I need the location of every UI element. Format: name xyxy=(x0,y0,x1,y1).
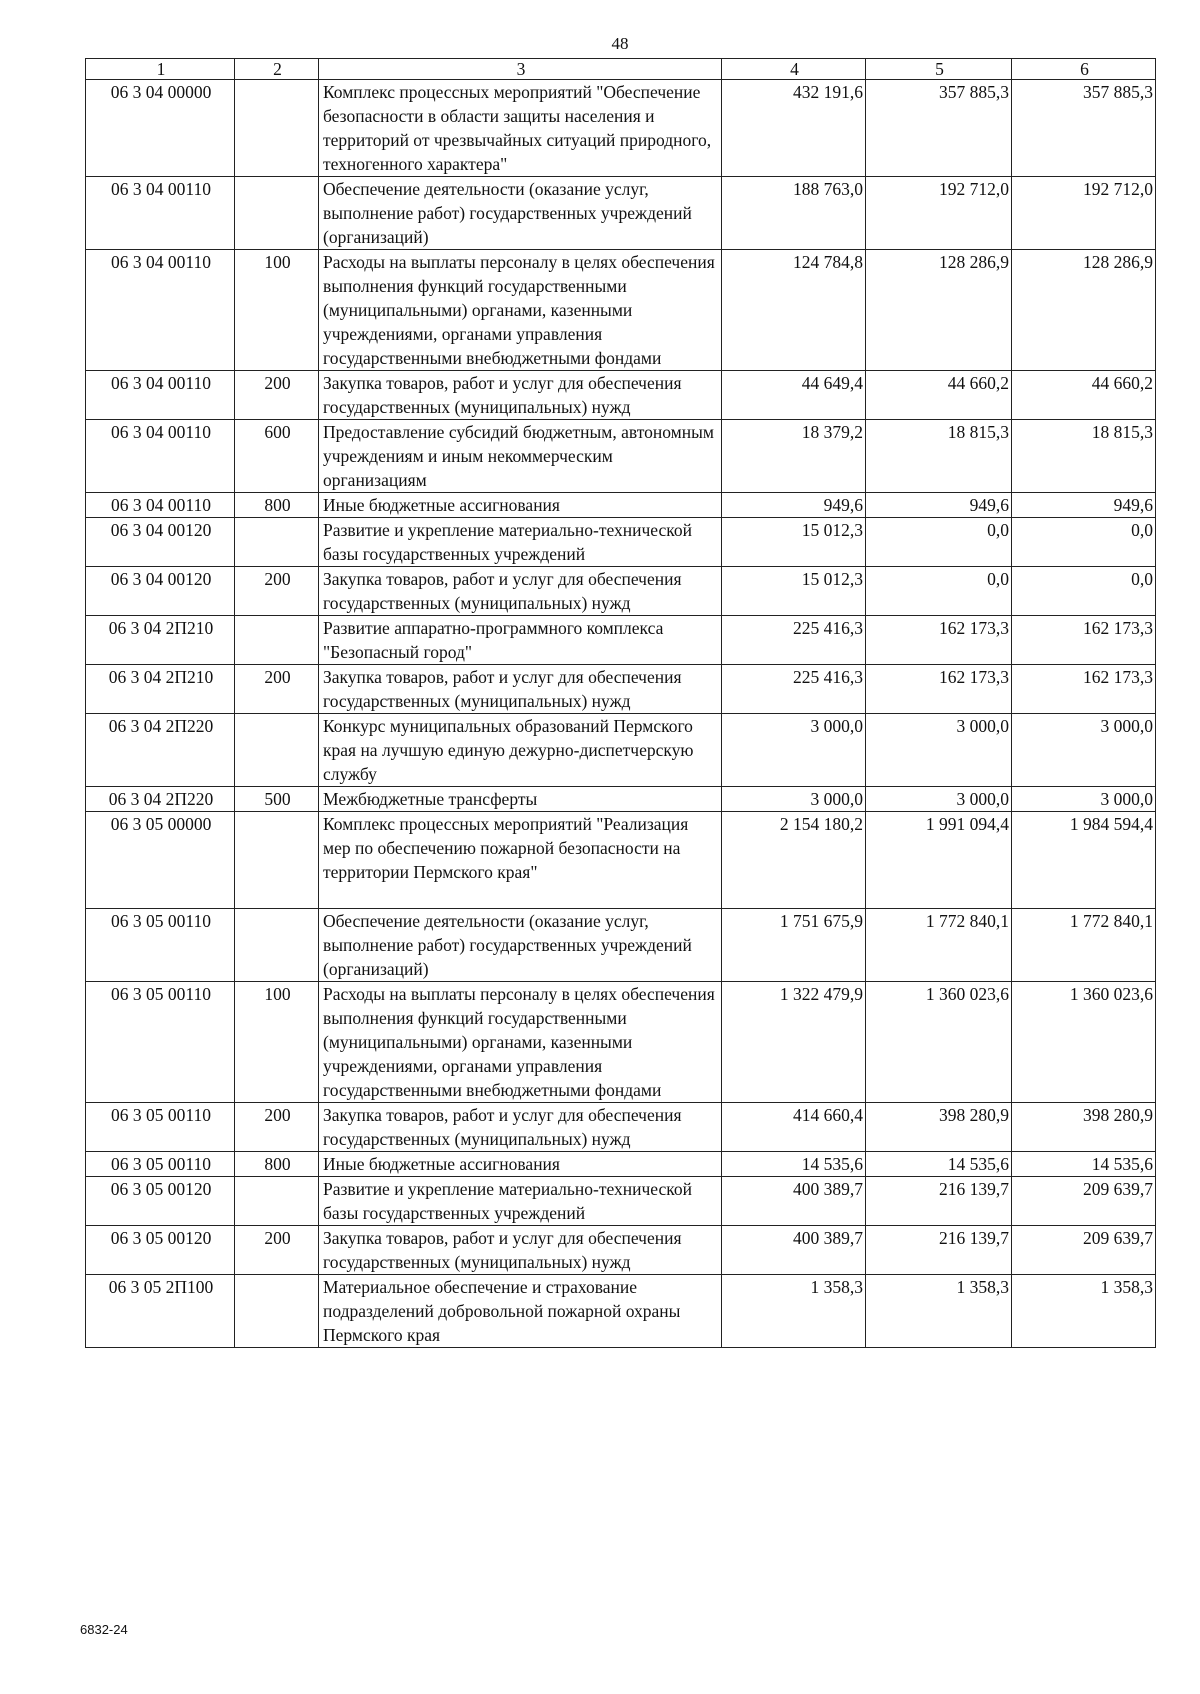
amount-col4-cell: 15 012,3 xyxy=(722,518,866,567)
budget-table xyxy=(85,58,1156,1348)
amount-col4-cell: 414 660,4 xyxy=(722,1103,866,1152)
expense-type-cell: 200 xyxy=(235,1226,319,1275)
amount-col6-cell: 162 173,3 xyxy=(1012,616,1156,665)
table-row xyxy=(86,493,1156,518)
amount-col5-cell: 357 885,3 xyxy=(866,80,1012,177)
target-code-cell: 06 3 05 00110 xyxy=(86,982,235,1103)
item-name-cell: Расходы на выплаты персоналу в целях обеспечения выполнения функций государственными (муниципальными) органами, казенными учреждениями, органами управления государственными внебюджетными фондами xyxy=(319,982,722,1103)
amount-col5-cell: 3 000,0 xyxy=(866,714,1012,787)
item-name-cell: Закупка товаров, работ и услуг для обеспечения государственных (муниципальных) нужд xyxy=(319,665,722,714)
amount-col5-cell: 162 173,3 xyxy=(866,665,1012,714)
item-name-cell: Расходы на выплаты персоналу в целях обеспечения выполнения функций государственными (муниципальными) органами, казенными учреждениями, органами управления государственными внебюджетными фондами xyxy=(319,250,722,371)
amount-col6-cell: 3 000,0 xyxy=(1012,787,1156,812)
table-row xyxy=(86,1177,1156,1226)
expense-type-cell: 200 xyxy=(235,371,319,420)
item-name-cell: Предоставление субсидий бюджетным, автономным учреждениям и иным некоммерческим организациям xyxy=(319,420,722,493)
table-row xyxy=(86,420,1156,493)
amount-col4-cell: 3 000,0 xyxy=(722,714,866,787)
table-row xyxy=(86,665,1156,714)
amount-col6-cell: 18 815,3 xyxy=(1012,420,1156,493)
column-header: 6 xyxy=(1012,59,1156,80)
expense-type-cell: 200 xyxy=(235,1103,319,1152)
amount-col6-cell: 1 358,3 xyxy=(1012,1275,1156,1348)
expense-type-cell: 100 xyxy=(235,250,319,371)
target-code-cell: 06 3 05 00120 xyxy=(86,1226,235,1275)
item-name-cell: Обеспечение деятельности (оказание услуг, выполнение работ) государственных учреждений (организаций) xyxy=(319,909,722,982)
target-code-cell: 06 3 04 00000 xyxy=(86,80,235,177)
expense-type-cell: 600 xyxy=(235,420,319,493)
table-row xyxy=(86,1275,1156,1348)
amount-col5-cell: 192 712,0 xyxy=(866,177,1012,250)
column-header: 1 xyxy=(86,59,235,80)
amount-col4-cell: 432 191,6 xyxy=(722,80,866,177)
target-code-cell: 06 3 04 00120 xyxy=(86,567,235,616)
amount-col6-cell: 0,0 xyxy=(1012,567,1156,616)
amount-col4-cell: 14 535,6 xyxy=(722,1152,866,1177)
expense-type-cell: 500 xyxy=(235,787,319,812)
amount-col4-cell: 124 784,8 xyxy=(722,250,866,371)
target-code-cell: 06 3 04 00110 xyxy=(86,177,235,250)
expense-type-cell xyxy=(235,714,319,787)
expense-type-cell xyxy=(235,518,319,567)
expense-type-cell xyxy=(235,80,319,177)
amount-col5-cell: 1 360 023,6 xyxy=(866,982,1012,1103)
item-name-cell: Развитие и укрепление материально-технической базы государственных учреждений xyxy=(319,518,722,567)
amount-col5-cell: 1 772 840,1 xyxy=(866,909,1012,982)
amount-col4-cell: 1 322 479,9 xyxy=(722,982,866,1103)
item-name-cell: Межбюджетные трансферты xyxy=(319,787,722,812)
target-code-cell: 06 3 04 2П220 xyxy=(86,714,235,787)
amount-col6-cell: 162 173,3 xyxy=(1012,665,1156,714)
item-name-cell: Комплекс процессных мероприятий "Реализация мер по обеспечению пожарной безопасности на территории Пермского края" xyxy=(319,812,722,909)
item-name-cell: Закупка товаров, работ и услуг для обеспечения государственных (муниципальных) нужд xyxy=(319,1103,722,1152)
item-name-cell: Закупка товаров, работ и услуг для обеспечения государственных (муниципальных) нужд xyxy=(319,371,722,420)
table-body xyxy=(86,80,1156,1348)
amount-col5-cell: 1 358,3 xyxy=(866,1275,1012,1348)
target-code-cell: 06 3 04 00120 xyxy=(86,518,235,567)
expense-type-cell xyxy=(235,1275,319,1348)
amount-col4-cell: 2 154 180,2 xyxy=(722,812,866,909)
table-row xyxy=(86,616,1156,665)
amount-col4-cell: 225 416,3 xyxy=(722,616,866,665)
amount-col6-cell: 14 535,6 xyxy=(1012,1152,1156,1177)
amount-col4-cell: 18 379,2 xyxy=(722,420,866,493)
target-code-cell: 06 3 04 2П220 xyxy=(86,787,235,812)
item-name-cell: Обеспечение деятельности (оказание услуг, выполнение работ) государственных учреждений (организаций) xyxy=(319,177,722,250)
item-name-cell: Закупка товаров, работ и услуг для обеспечения государственных (муниципальных) нужд xyxy=(319,1226,722,1275)
amount-col5-cell: 14 535,6 xyxy=(866,1152,1012,1177)
document-code: 6832-24 xyxy=(80,1622,128,1637)
target-code-cell: 06 3 05 00110 xyxy=(86,1103,235,1152)
amount-col4-cell: 400 389,7 xyxy=(722,1226,866,1275)
item-name-cell: Конкурс муниципальных образований Пермского края на лучшую единую дежурно-диспетчерскую службу xyxy=(319,714,722,787)
amount-col4-cell: 3 000,0 xyxy=(722,787,866,812)
amount-col6-cell: 192 712,0 xyxy=(1012,177,1156,250)
column-header: 4 xyxy=(722,59,866,80)
amount-col4-cell: 15 012,3 xyxy=(722,567,866,616)
column-header: 3 xyxy=(319,59,722,80)
item-name-cell: Материальное обеспечение и страхование подразделений добровольной пожарной охраны Пермского края xyxy=(319,1275,722,1348)
amount-col5-cell: 3 000,0 xyxy=(866,787,1012,812)
amount-col6-cell: 44 660,2 xyxy=(1012,371,1156,420)
table-row xyxy=(86,909,1156,982)
table-row xyxy=(86,812,1156,909)
expense-type-cell xyxy=(235,909,319,982)
target-code-cell: 06 3 04 00110 xyxy=(86,371,235,420)
table-row xyxy=(86,982,1156,1103)
table-row xyxy=(86,787,1156,812)
amount-col5-cell: 216 139,7 xyxy=(866,1177,1012,1226)
target-code-cell: 06 3 04 2П210 xyxy=(86,665,235,714)
amount-col4-cell: 1 751 675,9 xyxy=(722,909,866,982)
table-row xyxy=(86,177,1156,250)
column-header: 2 xyxy=(235,59,319,80)
amount-col6-cell: 3 000,0 xyxy=(1012,714,1156,787)
amount-col6-cell: 1 360 023,6 xyxy=(1012,982,1156,1103)
item-name-cell: Иные бюджетные ассигнования xyxy=(319,1152,722,1177)
expense-type-cell: 200 xyxy=(235,665,319,714)
target-code-cell: 06 3 05 00000 xyxy=(86,812,235,909)
expense-type-cell: 800 xyxy=(235,493,319,518)
table-row xyxy=(86,518,1156,567)
table-row xyxy=(86,80,1156,177)
expense-type-cell: 100 xyxy=(235,982,319,1103)
expense-type-cell xyxy=(235,616,319,665)
table-row xyxy=(86,567,1156,616)
item-name-cell: Развитие аппаратно-программного комплекса "Безопасный город" xyxy=(319,616,722,665)
target-code-cell: 06 3 05 00110 xyxy=(86,1152,235,1177)
expense-type-cell xyxy=(235,1177,319,1226)
table-row xyxy=(86,250,1156,371)
amount-col6-cell: 1 772 840,1 xyxy=(1012,909,1156,982)
amount-col6-cell: 209 639,7 xyxy=(1012,1177,1156,1226)
expense-type-cell xyxy=(235,812,319,909)
table-row xyxy=(86,714,1156,787)
target-code-cell: 06 3 05 2П100 xyxy=(86,1275,235,1348)
item-name-cell: Развитие и укрепление материально-технической базы государственных учреждений xyxy=(319,1177,722,1226)
amount-col6-cell: 949,6 xyxy=(1012,493,1156,518)
target-code-cell: 06 3 04 2П210 xyxy=(86,616,235,665)
table-header-row xyxy=(86,59,1156,80)
target-code-cell: 06 3 04 00110 xyxy=(86,420,235,493)
item-name-cell: Иные бюджетные ассигнования xyxy=(319,493,722,518)
amount-col5-cell: 0,0 xyxy=(866,518,1012,567)
amount-col4-cell: 44 649,4 xyxy=(722,371,866,420)
table-row xyxy=(86,1152,1156,1177)
amount-col4-cell: 400 389,7 xyxy=(722,1177,866,1226)
table-row xyxy=(86,1226,1156,1275)
item-name-cell: Комплекс процессных мероприятий "Обеспечение безопасности в области защиты населения и территорий от чрезвычайных ситуаций природного, техногенного характера" xyxy=(319,80,722,177)
amount-col5-cell: 0,0 xyxy=(866,567,1012,616)
amount-col6-cell: 357 885,3 xyxy=(1012,80,1156,177)
column-header: 5 xyxy=(866,59,1012,80)
amount-col6-cell: 0,0 xyxy=(1012,518,1156,567)
expense-type-cell xyxy=(235,177,319,250)
amount-col5-cell: 18 815,3 xyxy=(866,420,1012,493)
page-number: 48 xyxy=(611,34,629,53)
amount-col6-cell: 128 286,9 xyxy=(1012,250,1156,371)
amount-col5-cell: 1 991 094,4 xyxy=(866,812,1012,909)
amount-col5-cell: 398 280,9 xyxy=(866,1103,1012,1152)
expense-type-cell: 800 xyxy=(235,1152,319,1177)
amount-col6-cell: 398 280,9 xyxy=(1012,1103,1156,1152)
amount-col4-cell: 1 358,3 xyxy=(722,1275,866,1348)
amount-col5-cell: 949,6 xyxy=(866,493,1012,518)
target-code-cell: 06 3 05 00120 xyxy=(86,1177,235,1226)
amount-col6-cell: 1 984 594,4 xyxy=(1012,812,1156,909)
amount-col4-cell: 188 763,0 xyxy=(722,177,866,250)
amount-col5-cell: 44 660,2 xyxy=(866,371,1012,420)
amount-col4-cell: 225 416,3 xyxy=(722,665,866,714)
amount-col4-cell: 949,6 xyxy=(722,493,866,518)
amount-col5-cell: 162 173,3 xyxy=(866,616,1012,665)
target-code-cell: 06 3 05 00110 xyxy=(86,909,235,982)
amount-col6-cell: 209 639,7 xyxy=(1012,1226,1156,1275)
amount-col5-cell: 128 286,9 xyxy=(866,250,1012,371)
expense-type-cell: 200 xyxy=(235,567,319,616)
table-row xyxy=(86,1103,1156,1152)
target-code-cell: 06 3 04 00110 xyxy=(86,493,235,518)
item-name-cell: Закупка товаров, работ и услуг для обеспечения государственных (муниципальных) нужд xyxy=(319,567,722,616)
amount-col5-cell: 216 139,7 xyxy=(866,1226,1012,1275)
table-row xyxy=(86,371,1156,420)
target-code-cell: 06 3 04 00110 xyxy=(86,250,235,371)
